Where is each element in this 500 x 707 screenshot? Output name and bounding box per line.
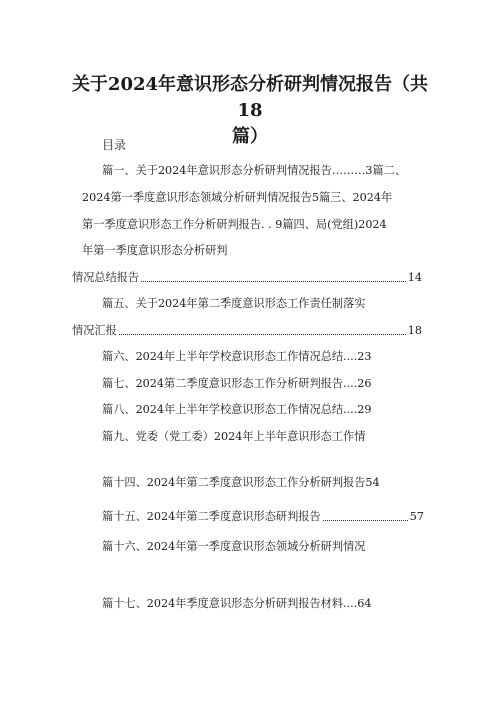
toc-entry-report: [72, 323, 422, 339]
toc-line-14: 篇十六、2024年第一季度意识形态领域分析研判情况: [102, 540, 366, 553]
dot-leader: [323, 519, 408, 521]
toc-entry-summary-report: [72, 270, 422, 286]
toc-line-10: 篇八、2024年上半年学校意识形态工作情况总结....29: [102, 403, 372, 416]
toc-entry-text: 情况总结报告: [72, 271, 140, 284]
toc-entry-text: 篇十五、2024年第二季度意识形态研判报告: [102, 510, 321, 523]
toc-line-12: 篇十四、2024年第二季度意识形态工作分析研判报告54: [102, 476, 380, 489]
toc-entry-research-report: [102, 509, 424, 525]
toc-line-2: 2024第一季度意识形态领域分析研判情况报告5篇三、2024年: [82, 191, 393, 204]
toc-heading: 目录: [102, 138, 127, 152]
toc-entry-page: 57: [409, 510, 424, 523]
toc-entry-page: 18: [407, 324, 422, 337]
toc-line-15: 篇十七、2024年季度意识形态分析研判报告材料....64: [102, 597, 372, 610]
toc-line-8: 篇六、2024年上半年学校意识形态工作情况总结....23: [102, 350, 372, 363]
toc-line-11: 篇九、党委（党工委）2024年上半年意识形态工作情: [102, 430, 366, 443]
title-line-1: 关于2024年意识形态分析研判情况报告（共18: [71, 74, 429, 121]
toc-line-3: 第一季度意识形态工作分析研判报告. . 9篇四、局(党组)2024: [82, 218, 387, 231]
toc-line-6: 篇五、关于2024年第二季度意识形态工作责任制落实: [102, 297, 366, 310]
toc-line-4: 年第一季度意识形态分析研判: [82, 244, 228, 257]
toc-entry-page: 14: [407, 271, 422, 284]
toc-line-1: 篇一、关于2024年意识形态分析研判情况报告………3篇二、: [102, 164, 407, 177]
toc-entry-text: 情况汇报: [72, 324, 117, 337]
toc-line-9: 篇七、2024第二季度意识形态工作分析研判报告....26: [102, 377, 372, 390]
dot-leader: [141, 280, 406, 282]
dot-leader: [119, 333, 406, 335]
title-line-2: 篇）: [232, 126, 268, 147]
